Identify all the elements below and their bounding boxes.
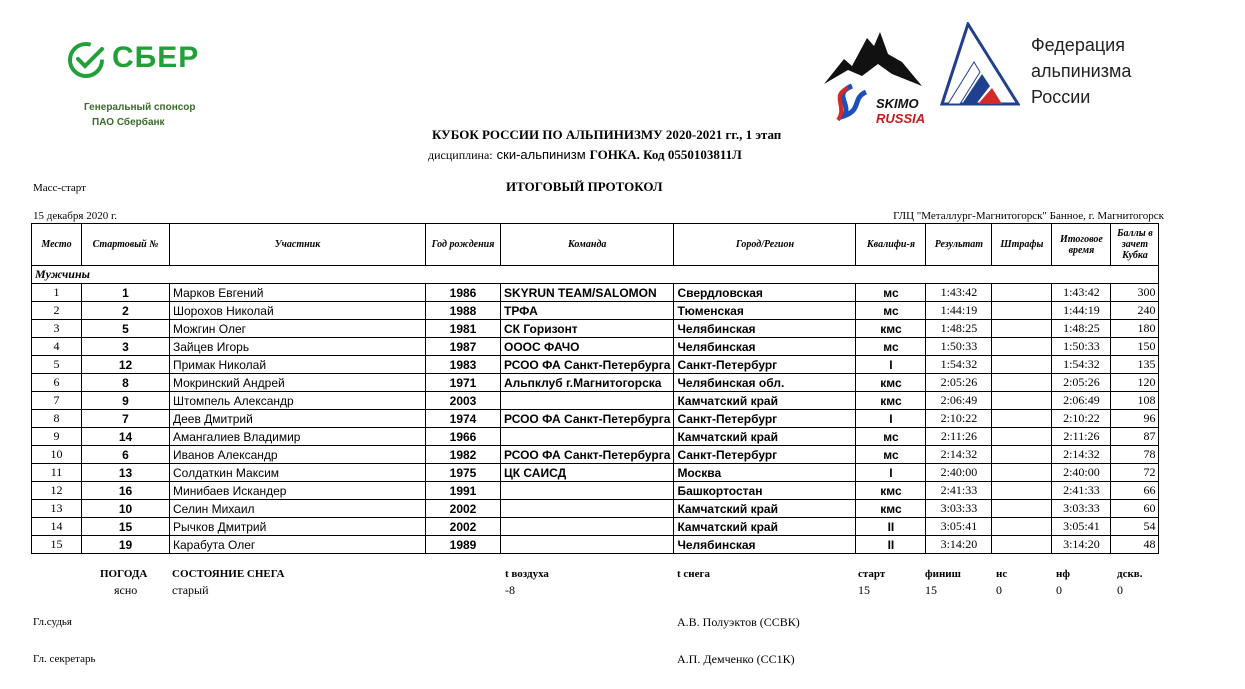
cell-place: 12 <box>32 482 82 500</box>
cell-qualification: мс <box>856 302 926 320</box>
cell-name: Деев Дмитрий <box>170 410 426 428</box>
cell-region: Свердловская <box>674 284 856 302</box>
dnf-label: нф <box>1056 568 1070 580</box>
table-row <box>32 356 1159 374</box>
dsq-label: дскв. <box>1117 568 1143 580</box>
cell-total-time: 2:11:26 <box>1052 428 1111 446</box>
table-row <box>32 464 1159 482</box>
col-region: Город/Регион <box>674 224 856 266</box>
cell-place: 9 <box>32 428 82 446</box>
cell-total-time: 2:40:00 <box>1052 464 1111 482</box>
cell-result: 1:44:19 <box>926 302 992 320</box>
cell-birth-year: 1974 <box>426 410 501 428</box>
cell-result: 2:11:26 <box>926 428 992 446</box>
cell-total-time: 1:44:19 <box>1052 302 1111 320</box>
col-birth-year: Год рождения <box>426 224 501 266</box>
cell-name: Шорохов Николай <box>170 302 426 320</box>
cell-place: 11 <box>32 464 82 482</box>
skimo-russia-logo <box>822 24 926 128</box>
federation-name <box>1031 32 1131 110</box>
cell-points: 54 <box>1111 518 1159 536</box>
col-bib: Стартовый № <box>82 224 170 266</box>
cell-points: 96 <box>1111 410 1159 428</box>
cell-total-time: 1:48:25 <box>1052 320 1111 338</box>
cell-qualification: II <box>856 518 926 536</box>
col-participant: Участник <box>170 224 426 266</box>
cell-penalty <box>992 392 1052 410</box>
cell-birth-year: 1966 <box>426 428 501 446</box>
cell-place: 5 <box>32 356 82 374</box>
cell-qualification: I <box>856 410 926 428</box>
cell-bib: 13 <box>82 464 170 482</box>
cell-bib: 6 <box>82 446 170 464</box>
event-date: 15 декабря 2020 г. <box>33 210 117 222</box>
cell-total-time: 1:43:42 <box>1052 284 1111 302</box>
protocol-title: ИТОГОВЫЙ ПРОТОКОЛ <box>506 179 663 194</box>
start-count-label: старт <box>858 568 886 580</box>
cell-region: Челябинская <box>674 320 856 338</box>
cell-result: 2:05:26 <box>926 374 992 392</box>
results-table <box>31 223 1159 554</box>
col-qualification: Квалифи-я <box>856 224 926 266</box>
cell-place: 2 <box>32 302 82 320</box>
cell-penalty <box>992 374 1052 392</box>
federation-line-3: России <box>1031 87 1091 107</box>
cell-qualification: мс <box>856 446 926 464</box>
event-venue: ГЛЦ "Металлург-Магнитогорск" Банное, г. Магнитогорск <box>893 210 1164 222</box>
cell-place: 7 <box>32 392 82 410</box>
cell-total-time: 1:54:32 <box>1052 356 1111 374</box>
cell-qualification: I <box>856 464 926 482</box>
secretary-label: Гл. секретарь <box>33 653 96 665</box>
cell-result: 1:43:42 <box>926 284 992 302</box>
cell-name: Селин Михаил <box>170 500 426 518</box>
cell-total-time: 2:10:22 <box>1052 410 1111 428</box>
cell-points: 60 <box>1111 500 1159 518</box>
snow-condition-label: СОСТОЯНИЕ СНЕГА <box>172 568 285 580</box>
cell-bib: 1 <box>82 284 170 302</box>
start-count-value: 15 <box>858 583 870 597</box>
cell-region: Башкортостан <box>674 482 856 500</box>
cell-region: Камчатский край <box>674 500 856 518</box>
cell-penalty <box>992 482 1052 500</box>
cell-team <box>501 518 674 536</box>
cell-qualification: II <box>856 536 926 554</box>
cell-points: 48 <box>1111 536 1159 554</box>
cell-points: 72 <box>1111 464 1159 482</box>
cell-team <box>501 482 674 500</box>
cell-place: 1 <box>32 284 82 302</box>
cell-region: Камчатский край <box>674 428 856 446</box>
cell-bib: 14 <box>82 428 170 446</box>
cell-team: ОООС ФАЧО <box>501 338 674 356</box>
cell-bib: 10 <box>82 500 170 518</box>
discipline-name: ски-альпинизм <box>496 147 586 162</box>
cell-bib: 16 <box>82 482 170 500</box>
cell-penalty <box>992 338 1052 356</box>
cell-name: Амангалиев Владимир <box>170 428 426 446</box>
cell-penalty <box>992 428 1052 446</box>
cell-team: SKYRUN TEAM/SALOMON <box>501 284 674 302</box>
table-row <box>32 302 1159 320</box>
table-row <box>32 500 1159 518</box>
russia-text: RUSSIA <box>876 111 926 126</box>
cell-region: Челябинская обл. <box>674 374 856 392</box>
secretary-name: А.П. Демченко (СС1К) <box>677 652 795 666</box>
cell-qualification: кмс <box>856 482 926 500</box>
skimo-text: SKIMO <box>876 96 919 111</box>
federation-line-1: Федерация <box>1031 35 1125 55</box>
cell-points: 240 <box>1111 302 1159 320</box>
snow-condition-value: старый <box>172 583 209 597</box>
cell-penalty <box>992 356 1052 374</box>
cell-penalty <box>992 446 1052 464</box>
cell-result: 1:50:33 <box>926 338 992 356</box>
cell-birth-year: 1986 <box>426 284 501 302</box>
cell-points: 120 <box>1111 374 1159 392</box>
cell-team: ЦК САИСД <box>501 464 674 482</box>
cell-birth-year: 1975 <box>426 464 501 482</box>
cell-penalty <box>992 464 1052 482</box>
cell-place: 4 <box>32 338 82 356</box>
cell-birth-year: 2002 <box>426 518 501 536</box>
cell-region: Москва <box>674 464 856 482</box>
cell-penalty <box>992 320 1052 338</box>
cell-team: РСОО ФА Санкт-Петербурга <box>501 356 674 374</box>
table-row <box>32 518 1159 536</box>
cell-team <box>501 500 674 518</box>
dsq-value: 0 <box>1117 583 1123 597</box>
table-row <box>32 410 1159 428</box>
cell-region: Санкт-Петербург <box>674 410 856 428</box>
cell-birth-year: 2002 <box>426 500 501 518</box>
cell-qualification: мс <box>856 338 926 356</box>
cell-penalty <box>992 536 1052 554</box>
discipline-code: ГОНКА. Код 0550103811Л <box>589 147 742 162</box>
federation-line-2: альпинизма <box>1031 61 1132 81</box>
weather-label: ПОГОДА <box>100 568 148 580</box>
cell-birth-year: 1971 <box>426 374 501 392</box>
cell-place: 6 <box>32 374 82 392</box>
cell-name: Карабута Олег <box>170 536 426 554</box>
cell-region: Челябинская <box>674 536 856 554</box>
cell-region: Челябинская <box>674 338 856 356</box>
table-row <box>32 428 1159 446</box>
cell-team: Альпклуб г.Магнитогорска <box>501 374 674 392</box>
cell-region: Санкт-Петербург <box>674 446 856 464</box>
cell-points: 78 <box>1111 446 1159 464</box>
col-cup-points: Баллы в зачет Кубка <box>1111 224 1159 266</box>
sponsor-line-2: ПАО Сбербанк <box>92 117 165 128</box>
cell-points: 66 <box>1111 482 1159 500</box>
cell-penalty <box>992 284 1052 302</box>
finish-count-value: 15 <box>925 583 937 597</box>
cell-result: 2:40:00 <box>926 464 992 482</box>
cell-total-time: 2:06:49 <box>1052 392 1111 410</box>
cell-bib: 19 <box>82 536 170 554</box>
table-row <box>32 392 1159 410</box>
cell-team <box>501 392 674 410</box>
cell-team: РСОО ФА Санкт-Петербурга <box>501 410 674 428</box>
cell-birth-year: 1991 <box>426 482 501 500</box>
cell-qualification: кмс <box>856 500 926 518</box>
cell-name: Штомпель Александр <box>170 392 426 410</box>
cell-result: 2:41:33 <box>926 482 992 500</box>
cell-name: Можгин Олег <box>170 320 426 338</box>
cell-region: Камчатский край <box>674 392 856 410</box>
federation-triangle-icon <box>940 22 1020 106</box>
cell-region: Камчатский край <box>674 518 856 536</box>
cell-qualification: кмс <box>856 374 926 392</box>
table-row <box>32 374 1159 392</box>
cell-points: 300 <box>1111 284 1159 302</box>
cell-name: Марков Евгений <box>170 284 426 302</box>
dns-value: 0 <box>996 583 1002 597</box>
cell-place: 3 <box>32 320 82 338</box>
cell-result: 1:48:25 <box>926 320 992 338</box>
cell-points: 150 <box>1111 338 1159 356</box>
cell-penalty <box>992 500 1052 518</box>
chief-judge-label: Гл.судья <box>33 616 72 628</box>
cell-total-time: 3:03:33 <box>1052 500 1111 518</box>
cell-bib: 12 <box>82 356 170 374</box>
cell-penalty <box>992 302 1052 320</box>
cell-region: Санкт-Петербург <box>674 356 856 374</box>
air-temp-label: t воздуха <box>505 568 549 580</box>
table-row <box>32 284 1159 302</box>
sber-check-icon <box>66 40 110 80</box>
cell-place: 14 <box>32 518 82 536</box>
cell-name: Рычков Дмитрий <box>170 518 426 536</box>
cell-birth-year: 1988 <box>426 302 501 320</box>
col-result: Результат <box>926 224 992 266</box>
cell-birth-year: 2003 <box>426 392 501 410</box>
col-total-time: Итоговое время <box>1052 224 1111 266</box>
table-row <box>32 536 1159 554</box>
cell-result: 1:54:32 <box>926 356 992 374</box>
cell-result: 3:05:41 <box>926 518 992 536</box>
cell-name: Мокринский Андрей <box>170 374 426 392</box>
cell-name: Зайцев Игорь <box>170 338 426 356</box>
cell-place: 10 <box>32 446 82 464</box>
cell-team: СК Горизонт <box>501 320 674 338</box>
cell-birth-year: 1987 <box>426 338 501 356</box>
cell-bib: 5 <box>82 320 170 338</box>
dnf-value: 0 <box>1056 583 1062 597</box>
cell-team: РСОО ФА Санкт-Петербурга <box>501 446 674 464</box>
cell-place: 8 <box>32 410 82 428</box>
table-row <box>32 482 1159 500</box>
cell-qualification: I <box>856 356 926 374</box>
group-row-men <box>32 266 1159 284</box>
cell-points: 108 <box>1111 392 1159 410</box>
cell-result: 3:03:33 <box>926 500 992 518</box>
cell-penalty <box>992 410 1052 428</box>
table-header-row <box>32 224 1159 266</box>
cell-birth-year: 1982 <box>426 446 501 464</box>
finish-count-label: финиш <box>925 568 961 580</box>
cell-total-time: 2:05:26 <box>1052 374 1111 392</box>
cell-birth-year: 1981 <box>426 320 501 338</box>
col-team: Команда <box>501 224 674 266</box>
cell-team <box>501 536 674 554</box>
cell-qualification: мс <box>856 284 926 302</box>
dns-label: нс <box>996 568 1008 580</box>
cell-team <box>501 428 674 446</box>
cell-result: 2:14:32 <box>926 446 992 464</box>
cell-penalty <box>992 518 1052 536</box>
discipline-prefix: дисциплина: <box>428 148 493 162</box>
group-label: Мужчины <box>32 266 1159 284</box>
cell-team: ТРФА <box>501 302 674 320</box>
cell-birth-year: 1983 <box>426 356 501 374</box>
cell-total-time: 2:14:32 <box>1052 446 1111 464</box>
cell-name: Солдаткин Максим <box>170 464 426 482</box>
chief-judge-name: А.В. Полуэктов (ССВК) <box>677 615 800 629</box>
cell-bib: 2 <box>82 302 170 320</box>
document-title: КУБОК РОССИИ ПО АЛЬПИНИЗМУ 2020-2021 гг., 1 этап <box>432 127 782 142</box>
table-row <box>32 320 1159 338</box>
cell-bib: 15 <box>82 518 170 536</box>
cell-bib: 8 <box>82 374 170 392</box>
cell-region: Тюменская <box>674 302 856 320</box>
cell-bib: 9 <box>82 392 170 410</box>
cell-result: 2:10:22 <box>926 410 992 428</box>
cell-points: 87 <box>1111 428 1159 446</box>
snow-temp-label: t снега <box>677 568 711 580</box>
cell-bib: 3 <box>82 338 170 356</box>
cell-total-time: 2:41:33 <box>1052 482 1111 500</box>
cell-place: 13 <box>32 500 82 518</box>
cell-birth-year: 1989 <box>426 536 501 554</box>
air-temp-value: -8 <box>505 583 515 597</box>
cell-total-time: 1:50:33 <box>1052 338 1111 356</box>
cell-total-time: 3:05:41 <box>1052 518 1111 536</box>
cell-name: Иванов Александр <box>170 446 426 464</box>
cell-qualification: мс <box>856 428 926 446</box>
cell-points: 135 <box>1111 356 1159 374</box>
cell-result: 2:06:49 <box>926 392 992 410</box>
discipline-line <box>428 146 742 164</box>
cell-name: Примак Николай <box>170 356 426 374</box>
sber-wordmark: СБЕР <box>112 41 200 74</box>
cell-qualification: кмс <box>856 320 926 338</box>
cell-result: 3:14:20 <box>926 536 992 554</box>
cell-points: 180 <box>1111 320 1159 338</box>
col-penalty: Штрафы <box>992 224 1052 266</box>
cell-qualification: кмс <box>856 392 926 410</box>
start-type: Масс-старт <box>33 182 86 194</box>
table-row <box>32 446 1159 464</box>
federation-logo <box>940 22 1020 106</box>
col-place: Место <box>32 224 82 266</box>
cell-bib: 7 <box>82 410 170 428</box>
cell-place: 15 <box>32 536 82 554</box>
sponsor-line-1: Генеральный спонсор <box>84 102 196 113</box>
cell-name: Минибаев Искандер <box>170 482 426 500</box>
weather-value: ясно <box>114 583 138 597</box>
cell-total-time: 3:14:20 <box>1052 536 1111 554</box>
table-row <box>32 338 1159 356</box>
